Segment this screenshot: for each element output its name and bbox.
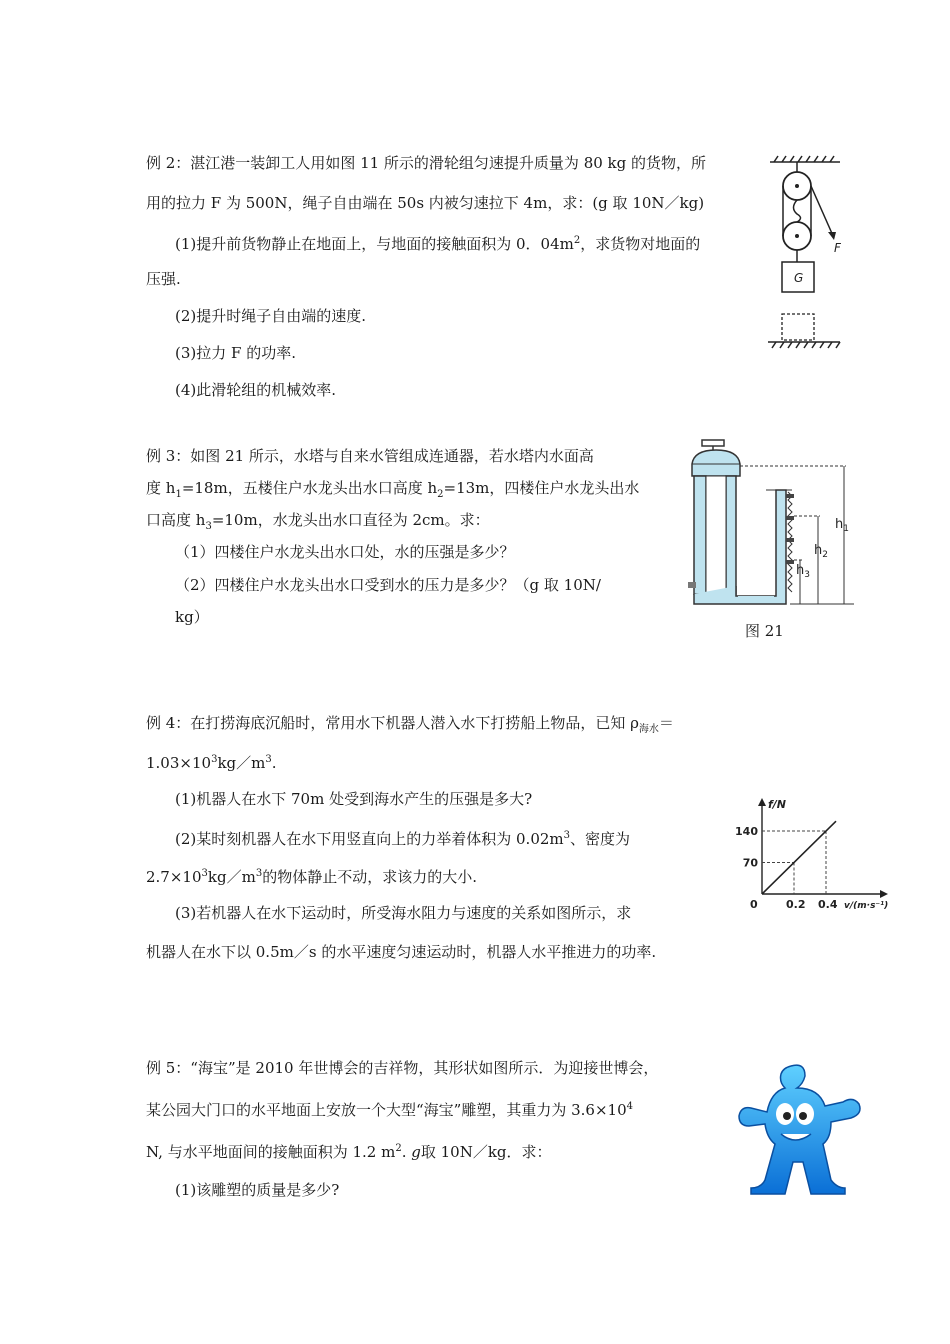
ex3-line-3: 口高度 $h_3=10m$，水龙头出水口直径为 2cm。求：	[146, 511, 490, 532]
ex4-question-3-cont: 机器人在水下以 0.5m／s 的水平速度匀速运动时，机器人水平推进力的功率.	[146, 943, 657, 961]
ex3-line-1: 例 3：如图 21 所示，水塔与自来水管组成连通器，若水塔内水面高	[146, 447, 594, 465]
ex5-question-1: (1)该雕塑的质量是多少?	[175, 1181, 340, 1199]
ex4-line-2: $1.03\times 10^3kg/m^3$.	[146, 754, 277, 772]
ex3-question-2: （2）四楼住户水龙头出水口受到水的压力是多少？（g 取 10N/	[175, 576, 601, 594]
ex5-line-2: 某公园大门口的水平地面上安放一个大型“海宝”雕塑，其重力为 $3.6\times 10^4$	[146, 1101, 633, 1119]
ex4-question-2-cont: $2.7\times 10^3kg/m^3$的物体静止不动，求该力的大小.	[146, 868, 477, 886]
ex4-line-1: 例 4：在打捞海底沉船时，常用水下机器人潜入水下打捞船上物品，已知 $\rho_{海水}=$	[146, 714, 674, 735]
ex2-question-3: (3)拉力 F 的功率.	[175, 344, 296, 362]
origin-label: 0	[750, 898, 758, 911]
series-line	[762, 821, 836, 894]
cargo-label: G	[794, 271, 804, 285]
ex4-question-2: (2)某时刻机器人在水下用竖直向上的力举着体积为 $0.02m^3$、密度为	[175, 830, 631, 848]
tower-tank	[692, 450, 740, 476]
ex2-line-1: 例 2：湛江港一装卸工人用如图 11 所示的滑轮组匀速提升质量为 80 kg 的货物，所	[146, 154, 707, 172]
y-axis-label: f/N	[768, 798, 787, 811]
y-tick-label: 70	[742, 856, 758, 870]
y-tick-label: 140	[735, 825, 758, 838]
figure-21-caption: 图 21	[745, 622, 784, 640]
ex5-line-1: 例 5：“海宝”是 2010 年世博会的吉祥物，其形状如图所示．为迎接世博会，	[146, 1059, 659, 1077]
ex2-question-2: (2)提升时绳子自由端的速度.	[175, 307, 367, 325]
water-tower-figure	[680, 436, 860, 608]
ex3-question-2-cont: kg）	[175, 608, 209, 626]
h2-label: $h_2$	[814, 543, 828, 560]
x-axis-label: v/(m·s⁻¹)	[844, 901, 889, 911]
pulley-figure	[760, 152, 850, 352]
x-tick-label: 0.2	[786, 898, 806, 911]
cargo-ghost-box	[782, 314, 814, 340]
force-arrow	[828, 232, 836, 240]
ex5-line-3: N, 与水平地面间的接触面积为 1.2 $m^2$. g取 10N／kg．求：	[146, 1143, 552, 1161]
ex2-line-4: 压强.	[146, 270, 181, 288]
haibao-mascot-image	[735, 1062, 865, 1197]
ground	[768, 342, 840, 348]
force-label: F	[834, 241, 841, 255]
resistance-velocity-chart	[728, 794, 900, 916]
ex4-question-1: (1)机器人在水下 70m 处受到海水产生的压强是多大?	[175, 790, 533, 808]
x-tick-label: 0.4	[818, 898, 838, 911]
ex2-line-2: 用的拉力 F 为 500N，绳子自由端在 50s 内被匀速拉下 4m，求：(g 取 10N／kg)	[146, 194, 705, 212]
ex2-question-4: (4)此滑轮组的机械效率.	[175, 381, 337, 399]
h3-label: $h_3$	[796, 563, 810, 580]
ex3-line-2: 度 $h_1=18m$，五楼住户水龙头出水口高度 $h_2=13m$，四楼住户水龙头出水	[146, 479, 640, 500]
ceiling	[770, 156, 840, 162]
ex4-question-3: (3)若机器人在水下运动时，所受海水阻力与速度的关系如图所示，求	[175, 904, 632, 922]
h1-label: $h_1$	[835, 517, 849, 534]
ex2-line-3: (1)提升前货物静止在地面上，与地面的接触面积为 0．$04m^2$，求货物对地面的	[175, 235, 701, 253]
ex3-question-1: （1）四楼住户水龙头出水口处，水的压强是多少？	[175, 543, 515, 561]
